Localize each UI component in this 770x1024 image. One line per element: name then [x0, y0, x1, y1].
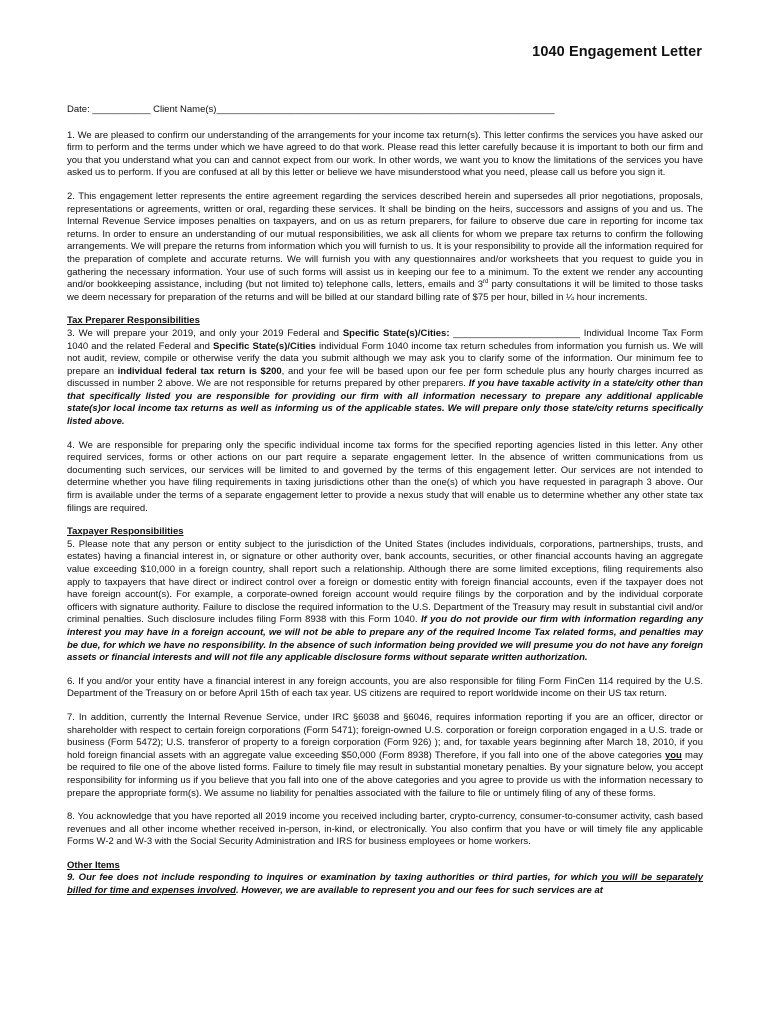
p5-bold-italic: If you do not provide our firm with information regarding any interest you may have in a foreign account, we will not be able to prepare any of the required Income Tax related forms, and penalties may be due, for which we have no responsibility. In the absence of such information being provided we will presume you do not have any foreign assets or financial interests and will not file any applicable disclosure forms without separate written authorization. — [67, 614, 703, 664]
heading-tax-preparer: Tax Preparer Responsibilities — [67, 315, 200, 327]
p3-bold-italic: If you have taxable activity in a state/city other than that specifically listed you are responsible for providing our firm with all information necessary to prepare any additional applicable state(s)or local income tax returns as well as informing us of the applicable states. We will prepare only those state/city returns specifically listed above. — [67, 378, 704, 428]
paragraph-5 — [67, 526, 703, 665]
p9-bold-italic-a: 9. Our fee does not include responding to inquires or examination by taxing authorities or third parties, for which — [67, 872, 602, 884]
paragraph-7 — [67, 712, 703, 800]
p3-text-c: ________________________ Individual Income Tax Form 1040 and the related Federal and — [67, 327, 703, 352]
paragraph-3 — [67, 315, 703, 428]
paragraph-1: 1. We are pleased to confirm our understanding of the arrangements for your income tax return(s). This letter confirms the services you have asked our firm to perform and the terms under which we have agreed to do that work. Please read this letter carefully because it is important to both our firm and you that you understand what you can and cannot expect from our work. In other words, we want you to know the limitations of the services you have asked us to perform. If you are confused at all by this letter or believe we have misunderstood what you need, please call us before you sign it. — [67, 129, 703, 179]
p5-text: 5. Please note that any person or entity subject to the jurisdiction of the United States (includes individuals, corporations, partnerships, trusts, and estates) having a financial interest in, or signature or other authority over, bank accounts, securities, or other financial accounts having an aggregate value exceeding $10,000 in a foreign country, shall report such a relationship. Although there are some limited exceptions, filing requirements also apply to taxpayers that have direct or indirect control over a foreign or domestic entity with foreign financial accounts, even if the taxpayer does not have foreign account(s). For example, a corporate-owned foreign account would require filings by the corporation and by the individual corporate officers with signature authority. Failure to disclose the required information to the U.S. Department of the Treasury may result in substantial civil and/or criminal penalties. Such disclosure includes filing Form 8938 with this Form 1040. — [67, 538, 703, 626]
paragraph-2 — [67, 191, 703, 304]
paragraph-6: 6. If you and/or your entity have a financial interest in any foreign accounts, you are also responsible for filing Form FinCen 114 required by the U.S. Department of the Treasury on or before April 15th of each tax year. US citizens are required to report worldwide income on their US tax return. — [67, 675, 703, 700]
paragraph-4: 4. We are responsible for preparing only the specific individual income tax forms for the specified reporting agencies listed in this letter. Any other required services, forms or other actions on our part require a separate engagement letter. In the absence of written communications from us documenting such services, our services will be limited to and governed by the terms of this engagement letter. Our services are not intended to determine whether you have filing requirements in taxing jurisdictions other than the one(s) of which you have requested in paragraph 3 above. Our firm is available under the terms of a separate engagement letter to provide a nexus study that will enable us to determine whether any other state tax filings are required. — [67, 439, 703, 514]
p3-bold-states-2: Specific State(s)/Cities — [212, 340, 316, 352]
p3-bold-states: Specific State(s)/Cities: — [342, 327, 450, 339]
heading-taxpayer: Taxpayer Responsibilities — [67, 526, 184, 538]
paragraph-8: 8. You acknowledge that you have reported all 2019 income you received including barter, crypto-currency, consumer-to-consumer activity, cash based revenues and all other income whether received in-person, in-kind, or electronically. You also confirm that you have or will timely file any applicable Forms W-2 and W-3 with the Social Security Administration and IRS for business employees or home workers. — [67, 811, 703, 848]
p3-text-e: individual Form 1040 income tax return schedules from information you furnish us. We will not audit, review, compile or otherwise verify the data you submit although we may ask you to clarify some of the information. Our minimum fee to prepare an — [67, 340, 703, 377]
paragraph-2-text-end: party consultations it will be limited to those tasks we deem necessary for preparation of the returns and will be billed at our standard billing rate of $75 per hour, billed in ¼ hour increments. — [67, 279, 703, 303]
paragraph-2-text: 2. This engagement letter represents the entire agreement regarding the services described herein and supersedes all prior negotiations, proposals, representations or agreements, written or oral, regarding these services. It shall be binding on the heirs, successors and assigns of you and us. The Internal Revenue Service imposes penalties on taxpayers, and on us as return preparers, for failure to observe due care in reporting for income tax returns. In order to ensure an understanding of our mutual responsibilities, we ask all clients for whom we prepare tax returns to confirm the following arrangements. We will prepare the returns from information which you will furnish to us. It is your responsibility to provide all the information required for the preparation of complete and accurate returns. We will furnish you with any questionnaires and/or worksheets that you request to guide you in gathering the necessary information. Your use of such forms will assist us in keeping our fee to a minimum. To the extent we render any accounting and/or bookkeeping assistance, including (but not limited to) telephone calls, letters, emails and 3 — [67, 190, 703, 291]
document-title: 1040 Engagement Letter — [532, 44, 702, 60]
p3-text-g: , and your fee will be based upon our fee per form schedule plus any hourly charges incurred as discussed in number 2 above. We are not responsible for returns prepared by other preparers. — [67, 365, 703, 390]
p7-text-c: may be required to file one of the above listed forms. Failure to timely file may result in substantial monetary penalties. By your signature below, you accept responsibility for informing us if you believe that you fall into one of the above categories and you agree to provide us with the information necessary to prepare the appropriate form(s). We assume no liability for penalties associated with the failure to file or untimely filing of any of these forms. — [67, 749, 703, 799]
date-client-line: Date: ___________ Client Name(s)________________________________________________________________ — [67, 104, 555, 115]
superscript-rd: rd — [483, 278, 489, 285]
p3-text-a: 3. We will prepare your 2019, and only your 2019 Federal and — [67, 327, 343, 339]
p9-bold-italic-underline: you will be separately billed for time and expenses involved — [67, 872, 703, 897]
heading-other-items: Other Items — [67, 859, 120, 871]
p7-text-a: 7. In addition, currently the Internal Revenue Service, under IRC §6038 and §6046, requires information reporting if you are an officer, director or shareholder with respect to certain foreign corporations (Form 5471); foreign-owned U.S. corporation or foreign corporation engaged in a U.S. trade or business (Form 5472); U.S. transferor of property to a foreign corporation (Form 926) ); and, for taxable years beginning after March 18, 2010, if you hold foreign financial assets with an aggregate value exceeding $50,000 (Form 8938) Therefore, if you fall into one of the above categories — [67, 711, 703, 761]
letter-body — [67, 104, 703, 909]
p9-bold-italic-c: . However, we are available to represent you and our fees for such services are at — [235, 885, 603, 897]
p7-bold-you: you — [664, 749, 682, 761]
p3-bold-fee: individual federal tax return is $200 — [117, 365, 282, 377]
paragraph-9 — [67, 860, 703, 898]
